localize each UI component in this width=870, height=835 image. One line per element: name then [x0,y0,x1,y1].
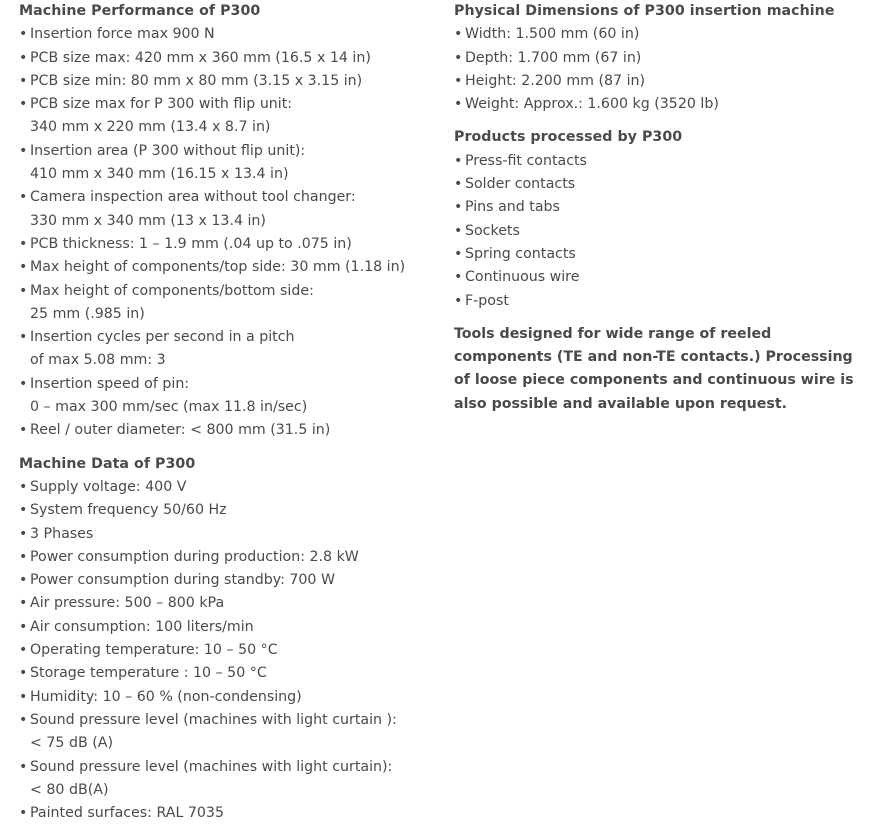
list-item-text: Insertion cycles per second in a pitch [30,329,295,346]
list-item-text: System frequency 50/60 Hz [30,502,227,519]
bullet-icon: • [454,72,463,89]
list-item [454,47,866,70]
list-item-continuation: of max 5.08 mm: 3 [30,352,166,369]
products-processed-heading: Products processed by P300 [454,129,683,146]
left-column [19,0,439,825]
products-processed-section [454,126,866,312]
bullet-icon: • [454,269,463,286]
machine-performance-heading: Machine Performance of P300 [19,3,261,19]
list-item [19,233,439,256]
bullet-icon: • [454,49,463,66]
bullet-icon: • [19,642,28,659]
list-item [454,220,866,243]
list-item-text: PCB size max: 420 mm x 360 mm (16.5 x 14 in) [30,49,371,66]
list-item-text: Weight: Approx.: 1.600 kg (3520 lb) [465,96,719,113]
list-item [454,23,866,46]
list-item [19,592,439,615]
list-item-text: Depth: 1.700 mm (67 in) [465,49,642,66]
list-item-text: Painted surfaces: RAL 7035 [30,805,224,822]
list-item-text: PCB size min: 80 mm x 80 mm (3.15 x 3.15 in) [30,72,363,89]
list-item [19,756,439,803]
list-item [454,243,866,266]
list-item-continuation: 330 mm x 340 mm (13 x 13.4 in) [30,212,266,229]
bullet-icon: • [454,292,463,309]
bullet-icon: • [19,259,28,276]
list-item-text: Insertion area (P 300 without flip unit): [30,142,306,159]
list-item [19,23,439,46]
physical-dimensions-heading: Physical Dimensions of P300 insertion machine [454,3,835,19]
list-item [19,639,439,662]
bullet-icon: • [19,618,28,635]
bullet-icon: • [454,222,463,239]
bullet-icon: • [19,422,28,439]
list-item [19,523,439,546]
bullet-icon: • [19,572,28,589]
list-item [454,266,866,289]
bullet-icon: • [19,502,28,519]
list-item-text: Humidity: 10 – 60 % (non-condensing) [30,688,302,705]
bullet-icon: • [454,199,463,216]
list-item-continuation: < 75 dB (A) [30,735,113,752]
list-item [19,140,439,187]
bullet-icon: • [19,282,28,299]
list-item-text: Pins and tabs [465,199,560,216]
list-item-text: Solder contacts [465,176,576,193]
list-item-text: Reel / outer diameter: < 800 mm (31.5 in) [30,422,331,439]
list-item [19,686,439,709]
bullet-icon: • [19,96,28,113]
list-item-continuation: < 80 dB(A) [30,781,109,798]
bullet-icon: • [19,142,28,159]
bullet-icon: • [19,758,28,775]
list-item-continuation: 0 – max 300 mm/sec (max 11.8 in/sec) [30,399,308,416]
list-item-text: Height: 2.200 mm (87 in) [465,72,646,89]
list-item-text: Continuous wire [465,269,580,286]
list-item-text: Width: 1.500 mm (60 in) [465,26,640,43]
list-item [19,709,439,756]
list-item [19,256,439,279]
list-item [19,616,439,639]
list-item-text: Power consumption during production: 2.8 kW [30,548,359,565]
list-item [19,186,439,233]
list-item [19,93,439,140]
bullet-icon: • [454,176,463,193]
list-item [19,476,439,499]
machine-performance-list [19,23,439,442]
list-item [19,70,439,93]
list-item-text: Air consumption: 100 liters/min [30,618,254,635]
list-item-text: F-post [465,292,509,309]
list-item-text: Sound pressure level (machines with light curtain ): [30,711,397,728]
list-item [454,173,866,196]
bullet-icon: • [454,26,463,43]
bullet-icon: • [19,665,28,682]
list-item-continuation: 410 mm x 340 mm (16.15 x 13.4 in) [30,166,289,183]
list-item-text: Sound pressure level (machines with light curtain): [30,758,393,775]
machine-data-list [19,476,439,825]
list-item-continuation: 25 mm (.985 in) [30,305,145,322]
bullet-icon: • [454,245,463,262]
bullet-icon: • [19,805,28,822]
list-item [19,569,439,592]
bullet-icon: • [19,26,28,43]
list-item-text: Press-fit contacts [465,152,587,169]
tools-note: Tools designed for wide range of reeled components (TE and non-TE contacts.) Processing of loose piece components and continuous wire is also possible and available upon request. [454,325,854,412]
list-item [19,47,439,70]
bullet-icon: • [19,711,28,728]
list-item [454,93,866,116]
list-item-text: Insertion force max 900 N [30,26,215,43]
bullet-icon: • [19,688,28,705]
list-item [19,419,439,442]
list-item [19,546,439,569]
products-processed-list [454,150,866,313]
machine-performance-section [19,0,439,443]
list-item-text: Camera inspection area without tool changer: [30,189,356,206]
bullet-icon: • [19,49,28,66]
bullet-icon: • [19,548,28,565]
list-item-text: Max height of components/top side: 30 mm (1.18 in) [30,259,406,276]
bullet-icon: • [19,375,28,392]
bullet-icon: • [19,72,28,89]
list-item [19,802,439,825]
bullet-icon: • [19,235,28,252]
list-item-text: Insertion speed of pin: [30,375,190,392]
list-item [19,373,439,420]
list-item [19,499,439,522]
list-item-text: Operating temperature: 10 – 50 °C [30,642,278,659]
list-item-text: Max height of components/bottom side: [30,282,314,299]
bullet-icon: • [454,152,463,169]
physical-dimensions-section [454,0,866,116]
bullet-icon: • [19,525,28,542]
list-item-continuation: 340 mm x 220 mm (13.4 x 8.7 in) [30,119,271,136]
machine-data-heading: Machine Data of P300 [19,455,196,472]
list-item [454,70,866,93]
list-item [19,326,439,373]
bullet-icon: • [454,96,463,113]
list-item-text: 3 Phases [30,525,94,542]
list-item-text: Spring contacts [465,245,576,262]
list-item [19,280,439,327]
list-item-text: PCB size max for P 300 with flip unit: [30,96,293,113]
list-item [19,662,439,685]
list-item-text: Sockets [465,222,520,239]
list-item-text: PCB thickness: 1 – 1.9 mm (.04 up to .075 in) [30,235,352,252]
list-item [454,150,866,173]
bullet-icon: • [19,329,28,346]
list-item [454,290,866,313]
bullet-icon: • [19,478,28,495]
bullet-icon: • [19,595,28,612]
physical-dimensions-list [454,23,866,116]
bullet-icon: • [19,189,28,206]
list-item-text: Air pressure: 500 – 800 kPa [30,595,225,612]
list-item-text: Power consumption during standby: 700 W [30,572,335,589]
right-column [454,0,866,416]
list-item-text: Storage temperature : 10 – 50 °C [30,665,267,682]
list-item-text: Supply voltage: 400 V [30,478,187,495]
machine-data-section [19,453,439,826]
list-item [454,196,866,219]
